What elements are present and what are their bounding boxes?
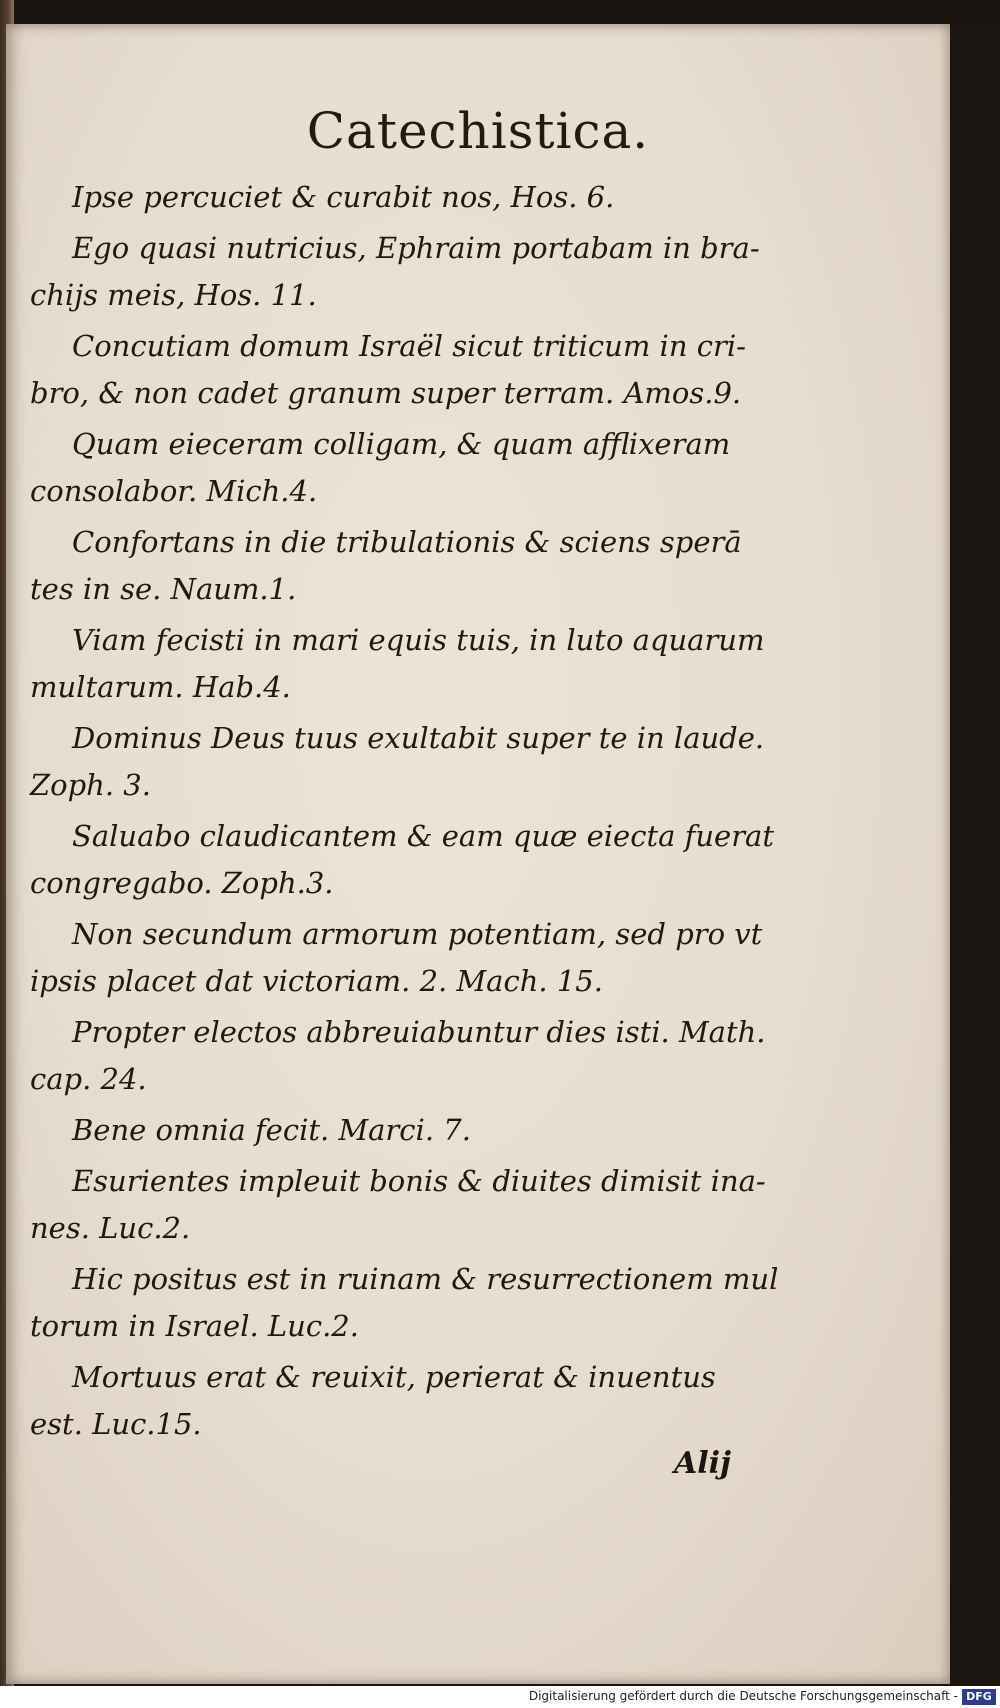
verse — [26, 1354, 746, 1448]
verse-line: Bene omnia fecit. Marci. 7. — [72, 1113, 471, 1147]
verse-line: Zoph. 3. — [30, 768, 151, 802]
verse — [26, 174, 746, 221]
verse — [26, 1009, 766, 1103]
verse — [26, 617, 765, 711]
verse-line: Ego quasi nutricius, Ephraim portabam in bra- — [72, 231, 760, 265]
verse-line: congregabo. Zoph.3. — [30, 866, 334, 900]
book-page — [6, 24, 950, 1684]
verse — [26, 715, 765, 809]
verse-line: bro, & non cadet granum super terram. Amos.9. — [30, 376, 742, 410]
scan-background-strip — [950, 20, 1000, 1686]
verse — [26, 519, 746, 613]
verse-line: Quam eieceram colligam, & quam afflixeram — [72, 427, 731, 461]
verse-line: est. Luc.15. — [30, 1407, 202, 1441]
verse — [26, 1107, 746, 1154]
verse-line: Ipse percuciet & curabit nos, Hos. 6. — [72, 180, 615, 214]
verse — [26, 1256, 779, 1350]
verse-line: Dominus Deus tuus exultabit super te in laude. — [72, 721, 765, 755]
verse-line: tes in se. Naum.1. — [30, 572, 297, 606]
verse-line: consolabor. Mich.4. — [30, 474, 318, 508]
verse-line: Saluabo claudicantem & eam quæ eiecta fuerat — [72, 819, 775, 853]
verse-line: torum in Israel. Luc.2. — [30, 1309, 359, 1343]
verse-line: Confortans in die tribulationis & sciens sperā — [72, 525, 742, 559]
verse — [26, 421, 746, 515]
verse-line: Non secundum armorum potentiam, sed pro vt — [72, 917, 763, 951]
digitization-footer — [0, 1686, 1000, 1708]
verse-line: Hic positus est in ruinam & resurrectionem mul — [72, 1262, 779, 1296]
catchword: Alij — [674, 1446, 731, 1481]
verse — [26, 225, 760, 319]
verse — [26, 1158, 766, 1252]
verse-line: Propter electos abbreuiabuntur dies isti. Math. — [72, 1015, 766, 1049]
verse-line: cap. 24. — [30, 1062, 147, 1096]
verse-line: ipsis placet dat victoriam. 2. Mach. 15. — [30, 964, 603, 998]
page-text-block — [26, 174, 779, 1452]
verse-line: multarum. Hab.4. — [30, 670, 291, 704]
verse — [26, 323, 746, 417]
verse-line: Concutiam domum Israël sicut triticum in cri- — [72, 329, 746, 363]
verse-line: Esurientes impleuit bonis & diuites dimisit ina- — [72, 1164, 766, 1198]
verse-line: Viam fecisti in mari equis tuis, in luto aquarum — [72, 623, 765, 657]
verse — [26, 911, 763, 1005]
running-head: Catechistica. — [306, 102, 650, 160]
footer-credit: Digitalisierung gefördert durch die Deutsche Forschungsgemeinschaft - — [528, 1689, 958, 1703]
verse-line: Mortuus erat & reuixit, perierat & inuentus — [72, 1360, 716, 1394]
verse-line: chijs meis, Hos. 11. — [30, 278, 317, 312]
verse — [26, 813, 775, 907]
verse-line: nes. Luc.2. — [30, 1211, 191, 1245]
dfg-logo: DFG — [962, 1689, 996, 1705]
